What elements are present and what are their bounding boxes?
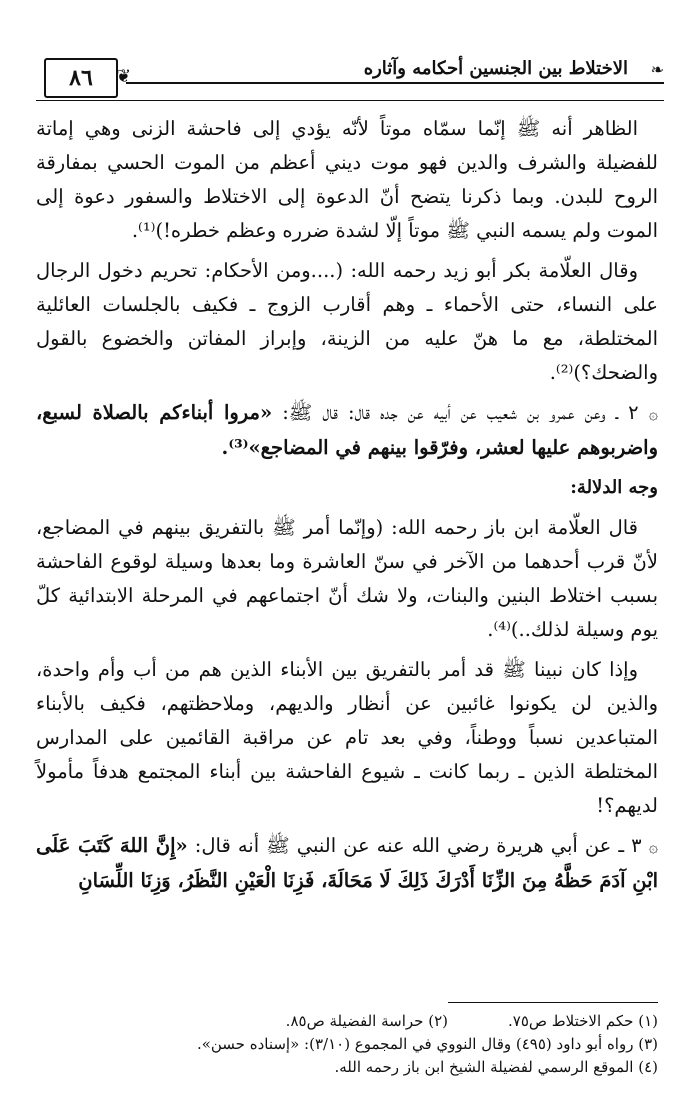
book-title: الاختلاط بين الجنسين أحكامه وآثاره [363, 58, 628, 79]
header-rule [126, 82, 664, 84]
hadith-2 [36, 396, 658, 465]
page-body [36, 112, 658, 904]
hadith-3 [36, 829, 658, 898]
footnote-2: (٢) حراسة الفضيلة ص٨٥. [285, 1012, 448, 1030]
paragraph-3: قال العلّامة ابن باز رحمه الله: (وإنّما أمر ﷺ بالتفريق بينهم في المضاجع، لأنّ قرب أحدهما من الآخر في سنّ العاشرة وما بعدها وسيلة لوقوع الفاحشة بسبب اختلاط البنين والبنات، ولا شك أنّ اجتماعهم في المرحلة الابتدائية كلّ يوم وسيلة لذلك..)⁽⁴⁾. [36, 516, 658, 641]
header-rule-lower [36, 100, 664, 101]
flower-bullet-icon: ۞ [648, 404, 659, 423]
page-number: ٨٦ [44, 58, 118, 98]
footnote-4: (٤) الموقع الرسمي لفضيلة الشيخ ابن باز رحمه الله. [334, 1058, 658, 1076]
ornament-icon-right: ❧ [650, 60, 664, 79]
hadith-3-quote: «إِنَّ اللهَ كَتَبَ عَلَى ابْنِ آدَمَ حَظَّهُ مِنَ الزِّنَا أَدْرَكَ ذَلِكَ لَا مَحَالَةَ، فَزِنَا الْعَيْنِ النَّظَرُ، وَزِنَا اللِّسَانِ [36, 834, 658, 892]
paragraph-1: الظاهر أنه ﷺ إنّما سمّاه موتاً لأنّه يؤدي إلى فاحشة الزنى وهي إماتة للفضيلة والشرف والدين فهو موت ديني أعظم من الموت الحسي بمفارقة الروح للبدن. وبما ذكرنا يتضح أنّ الدعوة إلى الاختلاط والسفور دعوة إلى الموت ولم يسمه النبي ﷺ موتاً إلّا لشدة ضرره وعظم خطره!)⁽¹⁾. [36, 117, 658, 242]
footnote-3: (٣) رواه أبو داود (٤٩٥) وقال النووي في المجموع (٣/١٠): «إسناده حسن». [196, 1035, 658, 1053]
flower-bullet-icon-2: ۞ [648, 837, 659, 856]
ornament-icon: ❦ [116, 66, 132, 87]
hadith-2-intro: ٢ ـ وعن عمرو بن شعيب عن أبيه عن جده قال: قال ﷺ: [282, 401, 639, 424]
hadith-2-quote: «مروا أبناءكم بالصلاة لسبع، واضربوهم عليها لعشر، وفرّقوا بينهم في المضاجع»⁽³⁾. [36, 401, 658, 459]
footnote-1: (١) حكم الاختلاط ص٧٥. [507, 1012, 658, 1030]
paragraph-2: وقال العلّامة بكر أبو زيد رحمه الله: (....ومن الأحكام: تحريم دخول الرجال على النساء، حتى الأحماء ـ وهم أقارب الزوج ـ فكيف بالجلسات العائلية المختلطة، مع ما هنّ عليه من الزينة، وإبراز المفاتن والخضوع بالقول والضحك؟)⁽²⁾. [36, 259, 658, 384]
footnotes [36, 1010, 658, 1079]
paragraph-4: وإذا كان نبينا ﷺ قد أمر بالتفريق بين الأبناء الذين هم من أب وأم واحدة، والذين لن يكونوا غائبين عن أنظار والديهم، وملاحظتهم، فكيف بالأبناء المتباعدين نسباً ووطناً، وفي بعد تام عن مراقبة القائمين على المدارس المختلطة الذين ـ ربما كانت ـ شيوع الفاحشة بين أبناء المجتمع هدفاً مأمولاً لديهم؟! [36, 658, 658, 817]
footnote-row [36, 1010, 658, 1033]
hadith-3-intro: ٣ ـ عن أبي هريرة رضي الله عنه عن النبي ﷺ أنه قال: [194, 834, 642, 857]
section-title: وجه الدلالة: [570, 477, 658, 498]
footnote-rule [448, 1002, 658, 1003]
page-header [36, 52, 664, 102]
